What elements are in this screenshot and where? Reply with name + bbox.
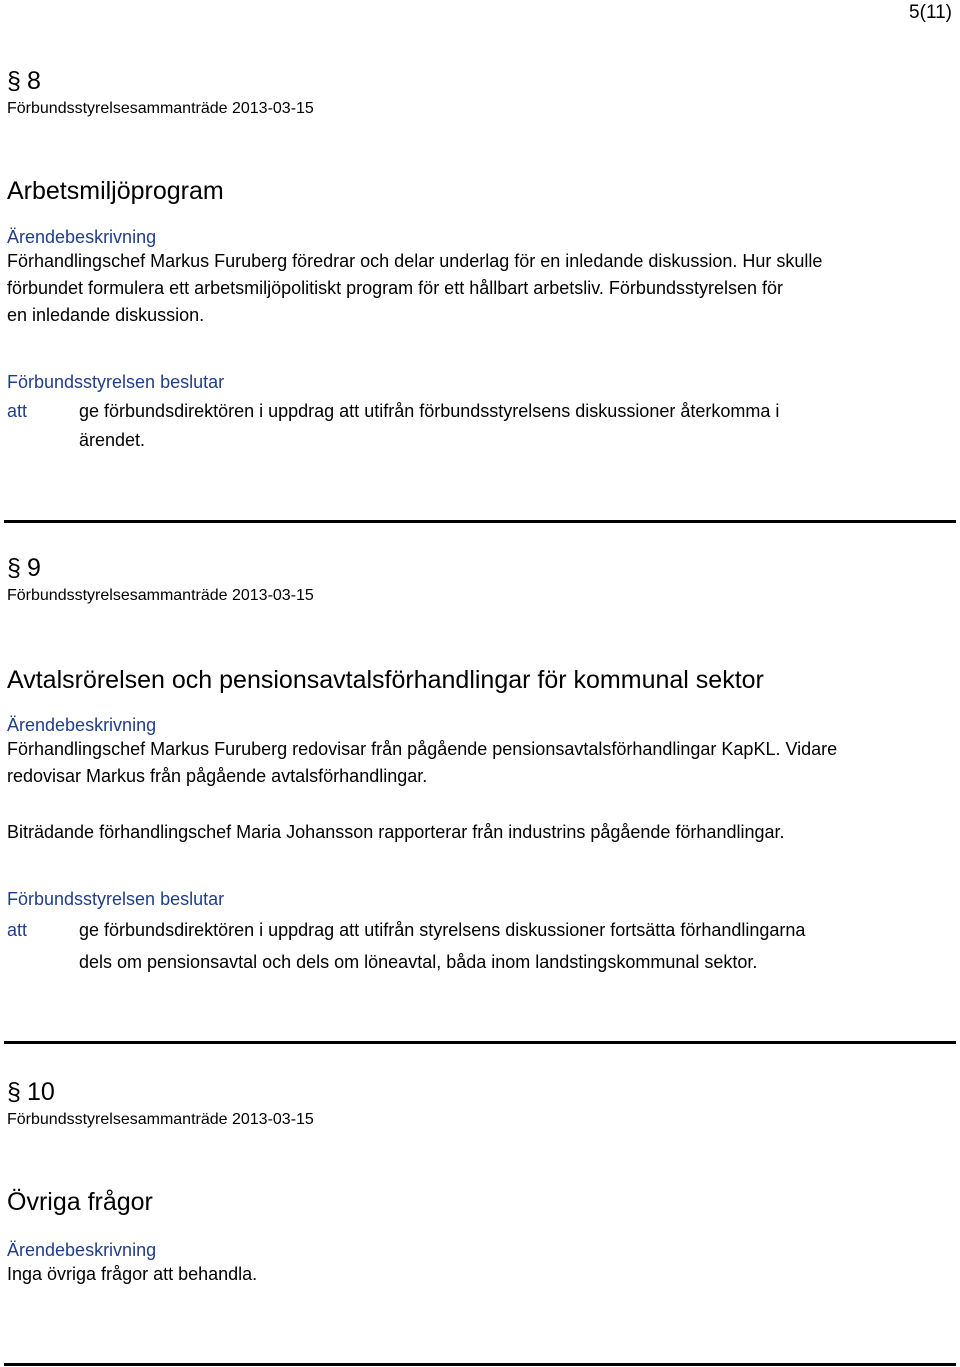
description-line: Förhandlingschef Markus Furuberg redovisar från pågående pensionsavtalsförhandlingar KapKL. Vidare (7, 739, 838, 759)
paragraph-number: 9 (27, 554, 41, 582)
section-divider (4, 520, 956, 523)
description-text (7, 248, 956, 329)
section-divider (4, 1041, 956, 1044)
section-sign-icon: § (7, 554, 21, 582)
decision-att: att (7, 920, 28, 940)
section-sign-icon: § (7, 67, 21, 95)
section-9 (7, 553, 956, 978)
section-title: Övriga frågor (7, 1188, 153, 1216)
section-title: Arbetsmiljöprogram (7, 177, 224, 205)
meeting-date: Förbundsstyrelsesammanträde 2013-03-15 (7, 100, 314, 117)
paragraph-heading (7, 66, 956, 96)
description-line: redovisar Markus från pågående avtalsförhandlingar. (7, 766, 428, 786)
paragraph-heading (7, 1077, 956, 1107)
section-title: Avtalsrörelsen och pensionsavtalsförhandlingar för kommunal sektor (7, 666, 764, 694)
description-text (7, 1261, 956, 1288)
decision-line: ge förbundsdirektören i uppdrag att utifrån styrelsens diskussioner fortsätta förhandlingarna (79, 920, 806, 940)
description-label: Ärendebeskrivning (7, 227, 157, 247)
meeting-date: Förbundsstyrelsesammanträde 2013-03-15 (7, 1111, 314, 1128)
description-line: Inga övriga frågor att behandla. (7, 1264, 258, 1284)
description-text (7, 736, 956, 790)
decision-label: Förbundsstyrelsen beslutar (7, 372, 225, 392)
decision-item (7, 914, 956, 978)
section-10 (7, 1077, 956, 1288)
decision-text (79, 397, 956, 455)
page-number: 5(11) (909, 2, 952, 23)
section-divider (4, 1363, 956, 1366)
section-8 (7, 66, 956, 455)
paragraph-heading (7, 553, 956, 583)
description-label: Ärendebeskrivning (7, 715, 157, 735)
paragraph-number: 10 (27, 1078, 55, 1106)
decision-line: dels om pensionsavtal och dels om löneavtal, båda inom landstingskommunal sektor. (79, 952, 758, 972)
description-line: Förhandlingschef Markus Furuberg föredrar och delar underlag för en inledande diskussion. Hur skulle (7, 251, 823, 271)
description-line: förbundet formulera ett arbetsmiljöpolitiskt program för ett hållbart arbetsliv. Förbundsstyrelsen för (7, 278, 784, 298)
decision-att: att (7, 401, 28, 421)
paragraph-number: 8 (27, 67, 41, 95)
meeting-date: Förbundsstyrelsesammanträde 2013-03-15 (7, 587, 314, 604)
decision-text (79, 914, 956, 978)
description-label: Ärendebeskrivning (7, 1240, 157, 1260)
decision-line: ge förbundsdirektören i uppdrag att utifrån förbundsstyrelsens diskussioner återkomma i (79, 401, 780, 421)
decision-item (7, 397, 956, 455)
decision-label: Förbundsstyrelsen beslutar (7, 889, 225, 909)
description-line: en inledande diskussion. (7, 305, 205, 325)
decision-line: ärendet. (79, 430, 146, 450)
description-extra: Biträdande förhandlingschef Maria Johansson rapporterar från industrins pågående förhandlingar. (7, 822, 785, 842)
section-sign-icon: § (7, 1078, 21, 1106)
